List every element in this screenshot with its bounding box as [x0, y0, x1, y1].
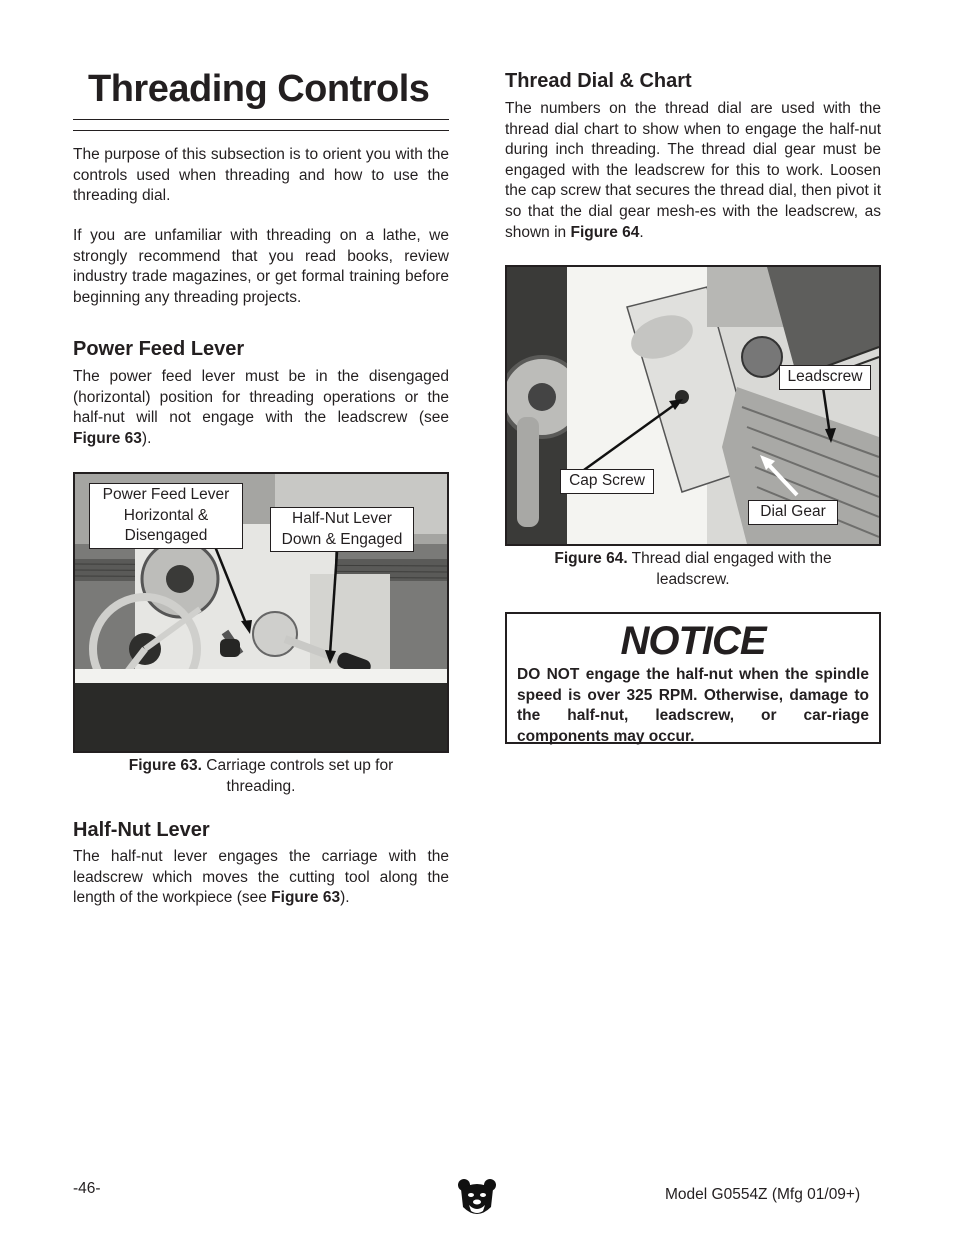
- thread-dial-heading: Thread Dial & Chart: [505, 70, 692, 92]
- intro-paragraph-1: The purpose of this subsection is to orient you with the controls used when threading and how to use the threading dial.: [73, 146, 449, 205]
- figure-64-photo: [505, 265, 881, 546]
- power-feed-lever-callout: Power Feed Lever Horizontal & Disengaged: [89, 483, 243, 549]
- half-nut-heading: Half-Nut Lever: [73, 819, 210, 841]
- page-number: -46-: [73, 1180, 101, 1197]
- figure-63-caption: Figure 63. Carriage controls set up for threading.: [128, 757, 394, 795]
- power-feed-heading: Power Feed Lever: [73, 338, 245, 360]
- half-nut-lever-callout: Half-Nut Lever Down & Engaged: [270, 507, 414, 552]
- cap-screw-callout: Cap Screw: [560, 469, 654, 494]
- notice-box: [505, 612, 881, 744]
- bear-head-icon: [457, 1177, 497, 1221]
- notice-body: DO NOT engage the half-nut when the spindle speed is over 325 RPM. Otherwise, damage to the half-nut, leadscrew, or car-riage components may occur.: [517, 666, 869, 745]
- title-rule-bottom: [73, 130, 449, 131]
- half-nut-paragraph: The half-nut lever engages the carriage with the leadscrew which moves the cutting tool along the length of the workpiece (see Figure 63).: [73, 848, 449, 907]
- leadscrew-callout: Leadscrew: [779, 365, 871, 390]
- title-rule-top: [73, 119, 449, 120]
- figure-64-reference: Figure 64: [570, 223, 640, 241]
- figure-63-reference: Figure 63: [73, 429, 142, 447]
- page-title: Threading Controls: [88, 68, 430, 110]
- intro-paragraph-2: If you are unfamiliar with threading on a lathe, we strongly recommend that you read books, review industry trade magazines, or get formal training before beginning any threading projects.: [73, 227, 449, 306]
- power-feed-paragraph: The power feed lever must be in the disengaged (horizontal) position for threading operations or the half-nut will not engage with the leadscrew (see Figure 63).: [73, 368, 449, 447]
- figure-63-photo: [73, 472, 449, 753]
- figure-63-reference: Figure 63: [271, 889, 341, 907]
- thread-dial-paragraph: The numbers on the thread dial are used with the thread dial chart to show when to engage the half-nut during inch threading. The thread dial gear must be engaged with the leadscrew for this to work. Loosen the cap screw that secures the thread dial, then pivot it so that the dial gear mesh-es with the leadscrew, as shown in Figure 64.: [505, 100, 881, 241]
- model-label: Model G0554Z (Mfg 01/09+): [665, 1186, 861, 1203]
- figure-64-caption: Figure 64. Thread dial engaged with the leadscrew.: [554, 550, 832, 588]
- dial-gear-callout: Dial Gear: [748, 500, 838, 525]
- notice-title: NOTICE: [620, 619, 766, 663]
